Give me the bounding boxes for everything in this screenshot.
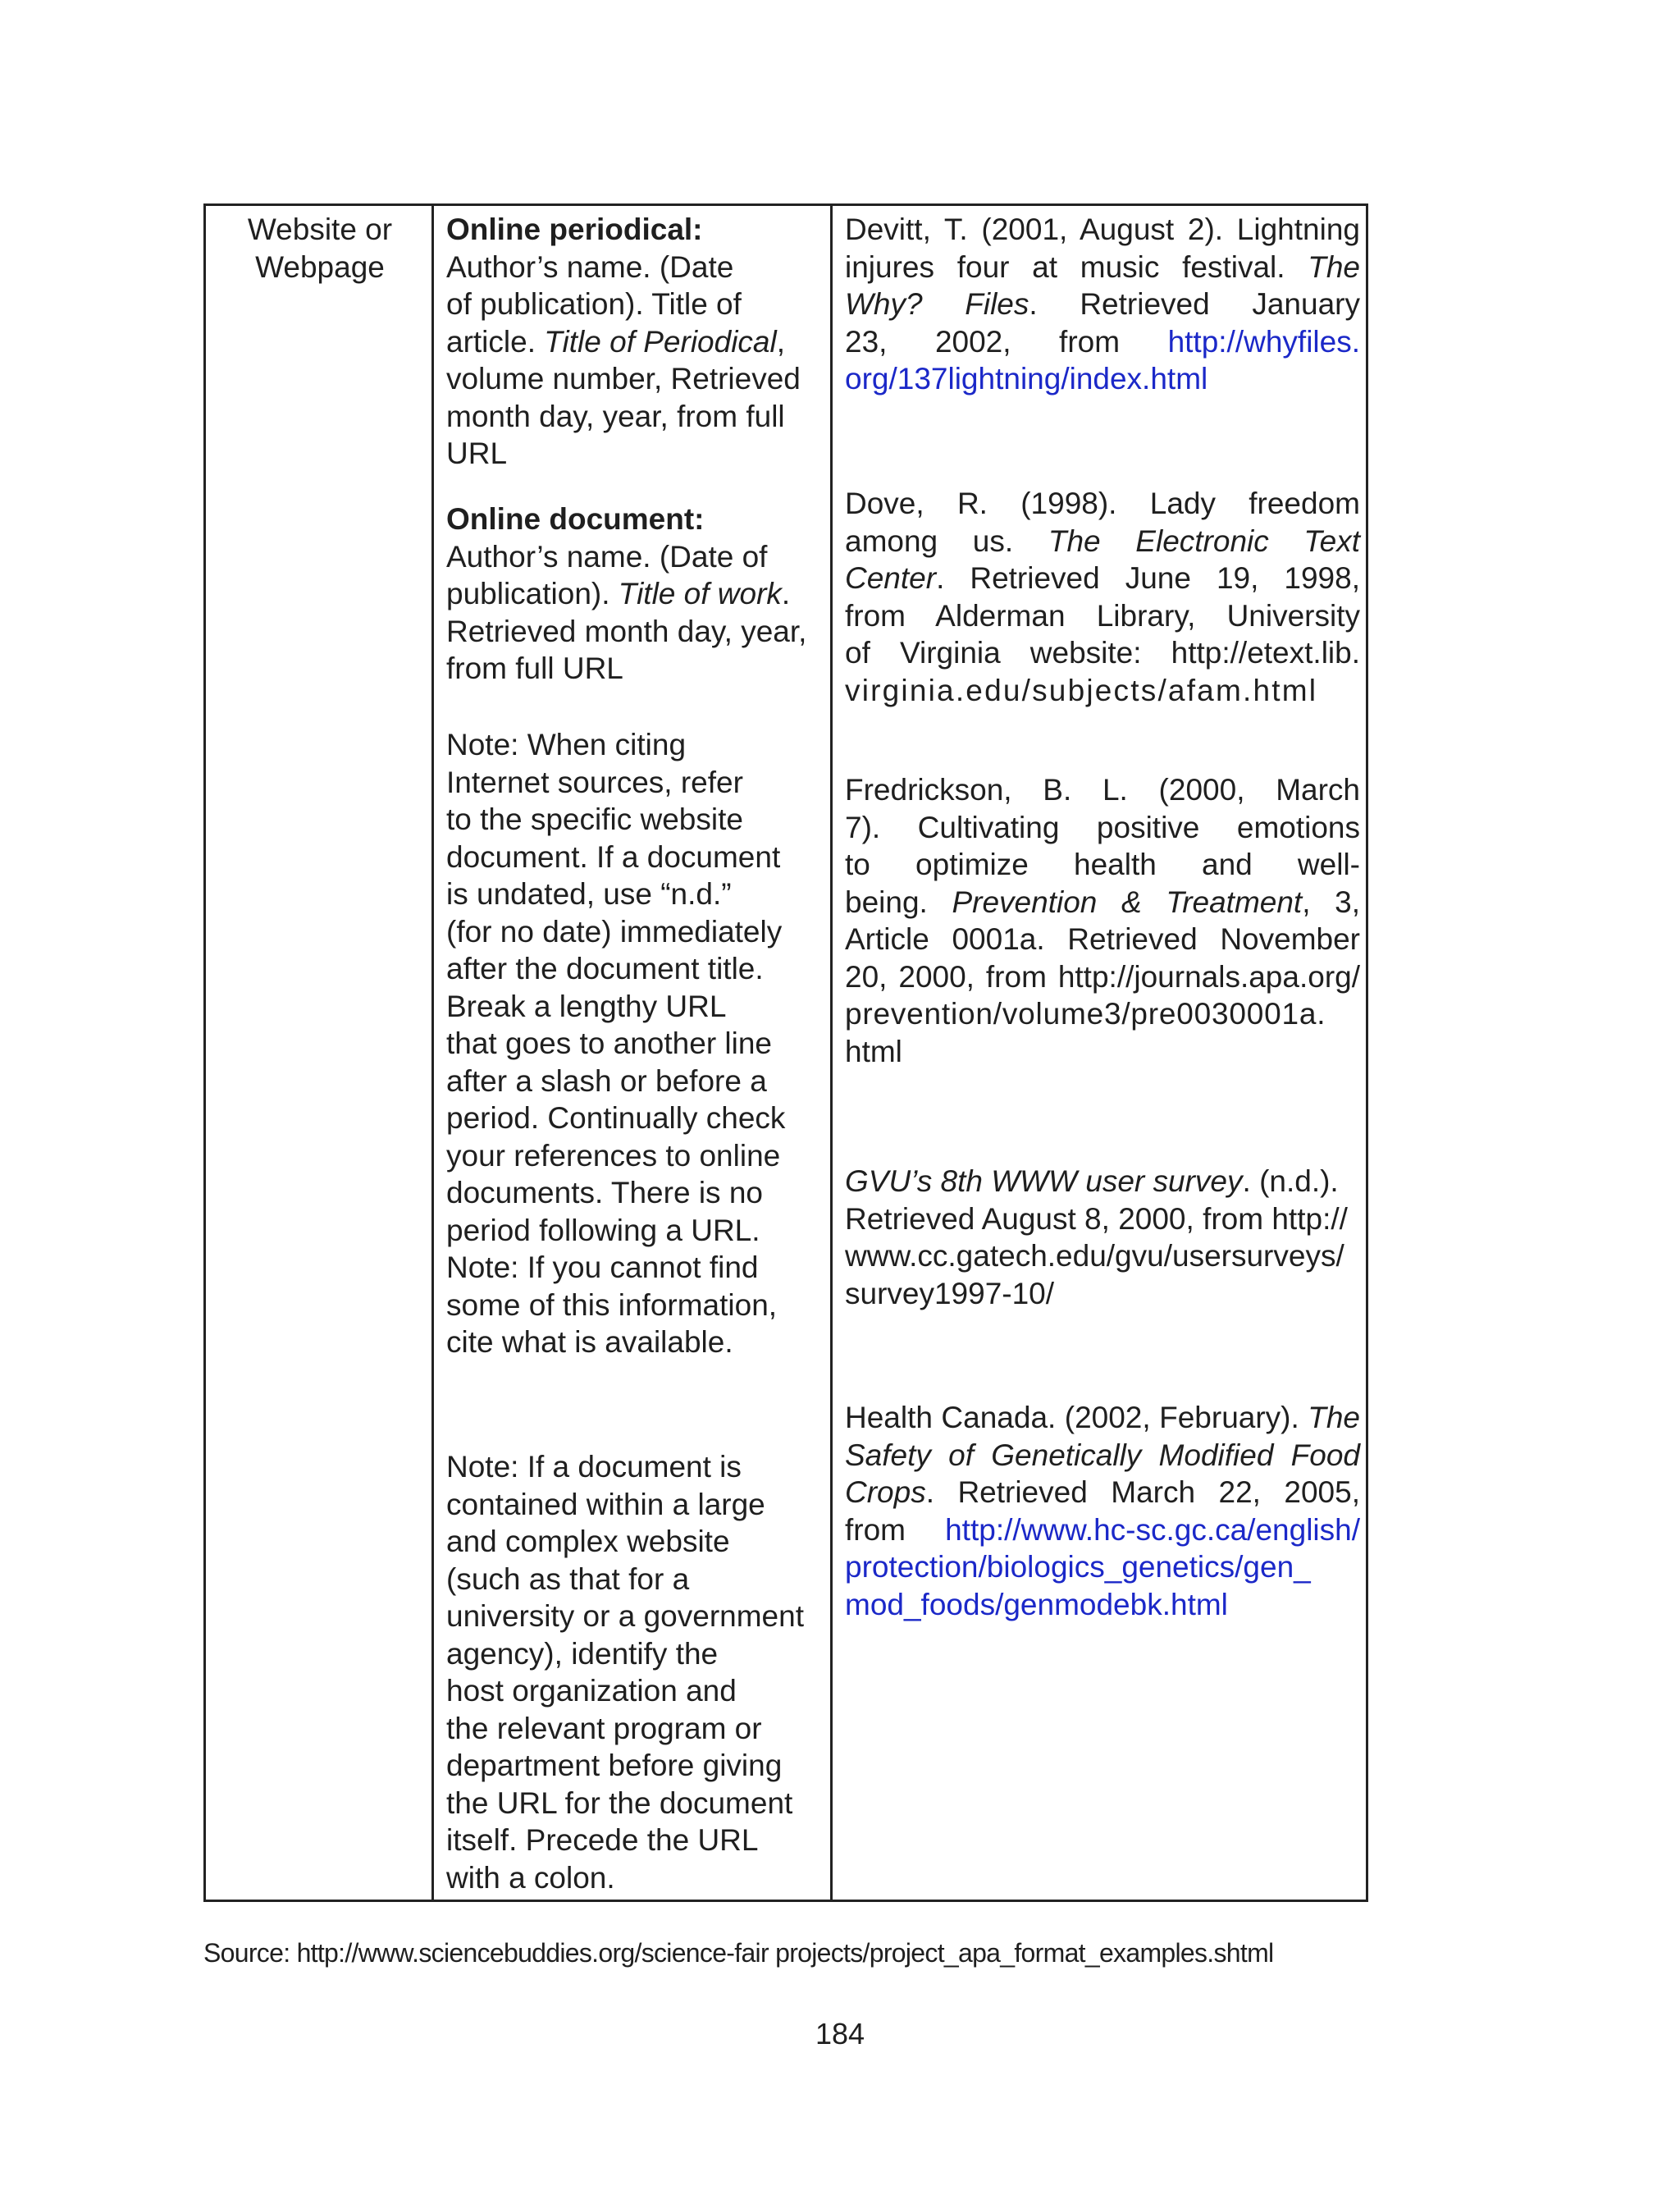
example-line: Retrieved August 8, 2000, from http://	[845, 1201, 1348, 1236]
format-line: Retrieved month day, year,	[446, 614, 807, 648]
example-line: www.cc.gatech.edu/gvu/usersurveys/	[845, 1239, 1344, 1273]
example-dove	[845, 485, 1360, 709]
format-line: URL	[446, 437, 508, 470]
health-canada-link[interactable]: protection/biologics_genetics/gen_	[845, 1550, 1311, 1584]
note-line: university or a government	[446, 1599, 804, 1633]
example-line: being. Prevention & Treatment, 3,	[845, 885, 1361, 919]
note-line: with a colon.	[446, 1860, 615, 1895]
note-line: and complex website	[446, 1525, 730, 1558]
column-divider-1	[431, 206, 434, 1900]
example-line: 20, 2000, from http://journals.apa.org/	[845, 959, 1360, 994]
note-line: some of this information,	[446, 1287, 778, 1322]
note-line: the URL for the document	[446, 1785, 793, 1820]
note-line: itself. Precede the URL	[446, 1823, 759, 1857]
format-line: Author’s name. (Date of	[446, 539, 768, 574]
note-line: contained within a large	[446, 1487, 765, 1521]
example-line: prevention/volume3/pre0030001a.	[845, 997, 1326, 1031]
note-line: document. If a document	[446, 839, 781, 874]
example-line: 23, 2002, from http://whyfiles.	[845, 324, 1360, 359]
example-line: html	[845, 1034, 902, 1068]
example-line: Devitt, T. (2001, August 2). Lightning	[845, 213, 1360, 246]
online-periodical-format	[446, 211, 832, 473]
note-line: period. Continually check	[446, 1101, 786, 1135]
example-line: injures four at music festival. The	[845, 249, 1360, 284]
example-line: Health Canada. (2002, February). The	[845, 1401, 1360, 1434]
note-line: agency), identify the	[446, 1636, 719, 1671]
note-line: documents. There is no	[446, 1176, 763, 1209]
example-line: Fredrickson, B. L. (2000, March	[845, 773, 1360, 807]
note-line: Note: When citing	[446, 728, 687, 761]
source-citation: Source: http://www.sciencebuddies.org/science-fair projects/project_apa_format_examples.shtml	[203, 1938, 1274, 1968]
periodical-title-placeholder: Title of Periodical	[544, 324, 777, 359]
note-line: host organization and	[446, 1674, 737, 1708]
format-line: volume number, Retrieved	[446, 362, 801, 395]
format-line: from full URL	[446, 652, 623, 685]
online-periodical-heading: Online periodical:	[446, 213, 703, 246]
source-type-line: Website or	[247, 213, 393, 246]
note-line: (for no date) immediately	[446, 914, 783, 949]
example-line: virginia.edu/subjects/afam.html	[845, 673, 1318, 707]
example-gvu	[845, 1163, 1360, 1312]
note-line: your references to online	[446, 1138, 781, 1173]
note-line: that goes to another line	[446, 1026, 773, 1060]
work-title-placeholder: Title of work	[618, 577, 782, 610]
health-canada-link[interactable]: mod_foods/genmodebk.html	[845, 1587, 1228, 1621]
note-line: Break a lengthy URL	[446, 989, 727, 1023]
example-line: from http://www.hc-sc.gc.ca/english/	[845, 1512, 1360, 1547]
format-line: month day, year, from full	[446, 399, 785, 433]
citing-note	[446, 726, 832, 1361]
example-fredrickson	[845, 771, 1360, 1070]
example-line: Center. Retrieved June 19, 1998,	[845, 561, 1360, 595]
note-line: (such as that for a	[446, 1561, 690, 1596]
example-line: survey1997-10/	[845, 1276, 1055, 1310]
note-line: after a slash or before a	[446, 1063, 767, 1098]
note-line: Note: If a document is	[446, 1450, 742, 1484]
apa-reference-table	[203, 203, 1368, 1902]
note-line: Internet sources, refer	[446, 765, 743, 799]
example-line: Crops. Retrieved March 22, 2005,	[845, 1475, 1360, 1509]
example-line: from Alderman Library, University	[845, 598, 1360, 633]
format-line: Author’s name. (Date	[446, 249, 734, 284]
note-line: Note: If you cannot find	[446, 1250, 759, 1284]
format-line: publication). Title of work.	[446, 577, 791, 610]
example-line: 7). Cultivating positive emotions	[845, 810, 1360, 844]
example-devitt	[845, 211, 1360, 398]
note-line: after the document title.	[446, 952, 764, 985]
note-line: period following a URL.	[446, 1213, 760, 1247]
example-line: among us. The Electronic Text	[845, 523, 1360, 558]
note-line: department before giving	[446, 1749, 783, 1782]
example-line: Safety of Genetically Modified Food	[845, 1438, 1360, 1472]
page-number: 184	[815, 2017, 865, 2051]
example-line: Article 0001a. Retrieved November	[845, 922, 1360, 956]
source-type-cell	[206, 211, 434, 286]
format-line: of publication). Title of	[446, 287, 742, 321]
health-canada-link[interactable]: http://www.hc-sc.gc.ca/english/	[945, 1512, 1360, 1547]
note-line: the relevant program or	[446, 1711, 762, 1745]
note-line: to the specific website	[446, 802, 743, 836]
note-line: cite what is available.	[446, 1325, 733, 1359]
whyfiles-link[interactable]: http://whyfiles.	[1167, 324, 1360, 359]
whyfiles-link[interactable]: org/137lightning/index.html	[845, 362, 1208, 395]
online-document-format	[446, 501, 832, 688]
example-line: to optimize health and well-	[845, 848, 1360, 881]
example-line: GVU’s 8th WWW user survey. (n.d.).	[845, 1164, 1339, 1198]
source-type-line: Webpage	[255, 249, 385, 284]
online-document-heading: Online document:	[446, 502, 705, 536]
example-line: of Virginia website: http://etext.lib.	[845, 636, 1360, 670]
complex-website-note	[446, 1448, 832, 1896]
example-line: Dove, R. (1998). Lady freedom	[845, 487, 1360, 520]
example-line: Why? Files. Retrieved January	[845, 287, 1360, 321]
format-line: article. Title of Periodical,	[446, 324, 786, 359]
example-health-canada	[845, 1399, 1360, 1623]
note-line: is undated, use “n.d.”	[446, 877, 732, 911]
